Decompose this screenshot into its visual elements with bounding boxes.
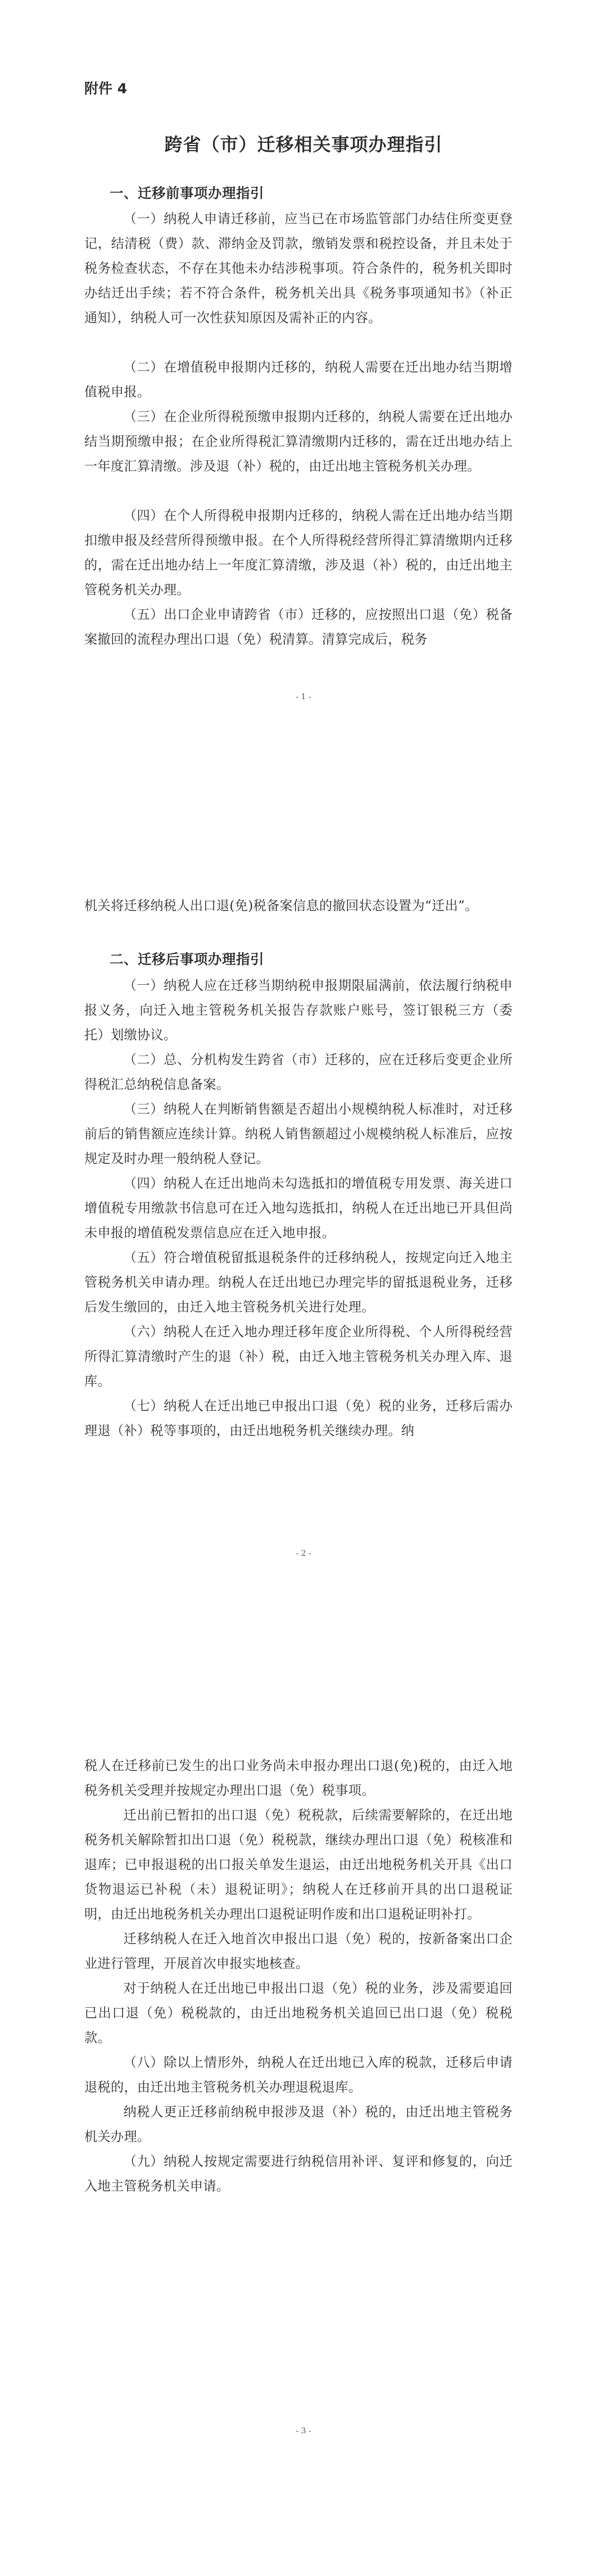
pre-item-5-part2: 机关将迁移纳税人出口退(免)税备案信息的撤回状态设置为“迁出”。 — [84, 898, 478, 913]
post-item-7-para2: 迁出前已暂扣的出口退（免）税税款，后续需要解除的，在迁出地税务机关解除暂扣出口退（免）税税款，继续办理出口退（免）税核准和退库；已申报退税的出口报关单发生退运，由迁出地税务机关开具《出口货物退运已补税（未）退税证明》；纳税人在迁移前开具的出口退税证明，由迁出地税务机关办理出口退税证明作废和出口退税证明补打。 — [84, 1808, 513, 1922]
pre-item-5-part1: （五）出口企业申请跨省（市）迁移的，应按照出口退（免）税备案撤回的流程办理出口退（免）税清算。清算完成后，税务 — [84, 607, 513, 647]
post-item-5: （五）符合增值税留抵退税条件的迁移纳税人，按规定向迁入地主管税务机关申请办理。纳税人在迁出地已办理完毕的留抵退税业务，迁移后发生缴回的，由迁入地主管税务机关进行处理。 — [84, 1250, 513, 1315]
post-item-3: （三）纳税人在判断销售额是否超出小规模纳税人标准时，对迁移前后的销售额应连续计算。纳税人销售额超过小规模纳税人标准后，应按规定及时办理一般纳税人登记。 — [84, 1102, 513, 1166]
pre-item-2: （二）在增值税申报期内迁移的，纳税人需要在迁出地办结当期增值税申报。 — [84, 360, 513, 400]
page-number-3: - 3 - — [296, 2426, 311, 2435]
pre-item-3: （三）在企业所得税预缴申报期内迁移的，纳税人需要在迁出地办结当期预缴申报；在企业所得税汇算清缴期内迁移的，需在迁出地办结上一年度汇算清缴。涉及退（补）税的，由迁出地主管税务机关办理。 — [84, 409, 513, 474]
post-item-9: （九）纳税人按规定需要进行纳税信用补评、复评和修复的，向迁入地主管税务机关申请。 — [84, 2154, 513, 2194]
post-item-7-para4: 对于纳税人在迁出地已申报出口退（免）税的业务，涉及需要追回已出口退（免）税税款的，由迁出地税务机关追回已出口退（免）税税款。 — [84, 1981, 513, 2045]
post-item-2: （二）总、分机构发生跨省（市）迁移的，应在迁移后变更企业所得税汇总纳税信息备案。 — [84, 1052, 513, 1092]
post-item-7-part1: （七）纳税人在迁出地已申报出口退（免）税的业务，迁移后需办理退（补）税等事项的，由迁出地税务机关继续办理。纳 — [84, 1398, 513, 1438]
post-item-1: （一）纳税人应在迁移当期纳税申报期限届满前，依法履行纳税申报义务，向迁入地主管税务机关报告存款账户账号，签订银税三方（委托）划缴协议。 — [84, 978, 513, 1043]
post-item-8: （八）除以上情形外，纳税人在迁出地已入库的税款，迁移后申请退税的，由迁出地主管税务机关办理退税退库。 — [84, 2055, 513, 2095]
attachment-label: 附件 4 — [84, 80, 128, 97]
page-number-1: - 1 - — [296, 692, 311, 701]
section-heading-post: 二、迁移后事项办理指引 — [110, 951, 264, 967]
section-heading-pre: 一、迁移前事项办理指引 — [110, 185, 264, 201]
post-item-8-para2: 纳税人更正迁移前纳税申报涉及退（补）税的，由迁出地主管税务机关办理。 — [84, 2104, 513, 2144]
page-number-2: - 2 - — [296, 1549, 311, 1558]
pre-item-4: （四）在个人所得税申报期内迁移的，纳税人需在迁出地办结当期扣缴申报及经营所得预缴申报。在个人所得税经营所得汇算清缴期内迁移的，需在迁出地办结上一年度汇算清缴，涉及退（补）税的，由迁出地主管税务机关办理。 — [84, 508, 513, 597]
post-item-4: （四）纳税人在迁出地尚未勾选抵扣的增值税专用发票、海关进口增值税专用缴款书信息可在迁入地勾选抵扣，纳税人在迁出地已开具但尚未申报的增值税发票信息应在迁入地申报。 — [84, 1176, 513, 1241]
post-item-7-part2: 税人在迁移前已发生的出口业务尚未申报办理出口退(免)税的，由迁入地税务机关受理并按规定办理出口退（免）税事项。 — [84, 1758, 513, 1798]
page-title: 跨省（市）迁移相关事项办理指引 — [164, 134, 443, 155]
post-item-6: （六）纳税人在迁入地办理迁移年度企业所得税、个人所得税经营所得汇算清缴时产生的退（补）税，由迁入地主管税务机关办理入库、退库。 — [84, 1324, 513, 1389]
post-item-7-para3: 迁移纳税人在迁入地首次申报出口退（免）税的，按新备案出口企业进行管理，开展首次申报实地核查。 — [84, 1931, 513, 1971]
pre-item-1: （一）纳税人申请迁移前，应当已在市场监管部门办结住所变更登记，结清税（费）款、滞纳金及罚款，缴销发票和税控设备，并且未处于税务检查状态，不存在其他未办结涉税事项。符合条件的，税务机关即时办结迁出手续；若不符合条件，税务机关出具《税务事项通知书》（补正通知），纳税人可一次性获知原因及需补正的内容。 — [84, 211, 513, 325]
